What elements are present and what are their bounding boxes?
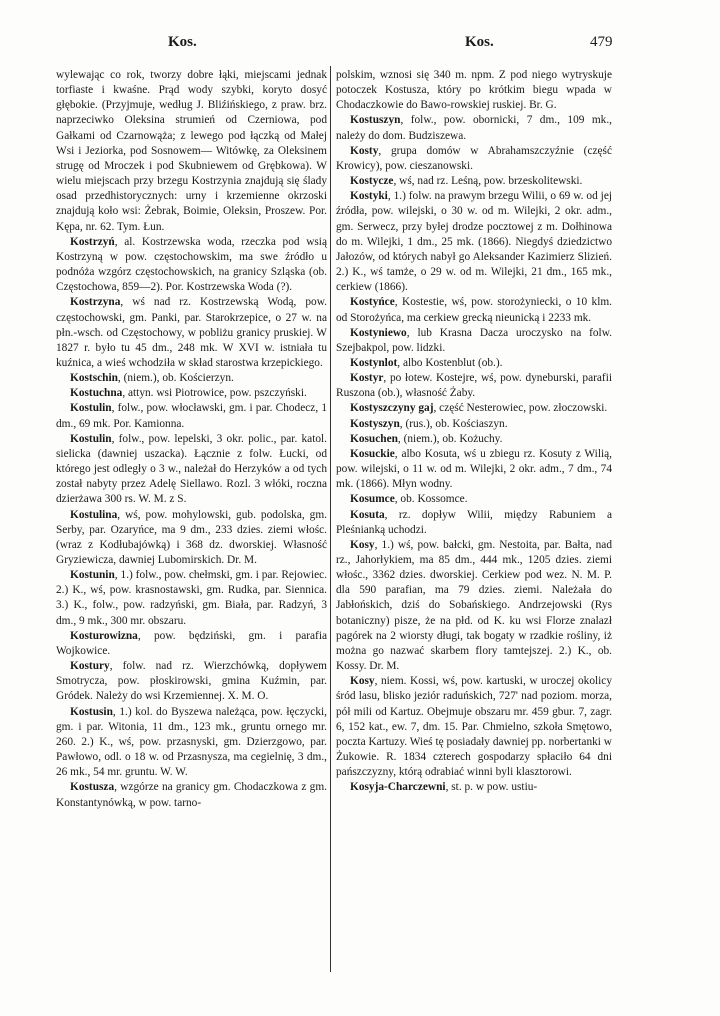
dictionary-entry: Kostuchna, attyn. wsi Piotrowice, pow. pszczyński. bbox=[70, 387, 307, 400]
entry-headword: Kosuchen bbox=[350, 432, 398, 445]
dictionary-entry: Kostyszczyny gaj, część Nesterowiec, pow. złoczowski. bbox=[350, 402, 608, 415]
entry-headword: Kostyszczyny gaj bbox=[350, 402, 434, 415]
dictionary-entry: Kostuszyn, folw., pow. obornicki, 7 dm., 109 mk., należy do dom. Budziszewa. bbox=[336, 114, 613, 142]
entry-text: lub Krasna Dacza uroczysko na folw. Szejbakpol, pow. lidzki. bbox=[336, 326, 612, 354]
dictionary-entry: Kosumce, ob. Kossomce. bbox=[350, 493, 468, 506]
entry-headword: Kosumce bbox=[350, 493, 395, 506]
entry-text: rz. dopływ Wilii, między Rabuniem a Pleśnianką uchodzi. bbox=[336, 508, 612, 536]
dictionary-entry: Kostschin, (niem.), ob. Kościerzyn. bbox=[70, 372, 234, 385]
entry-text: folw. nad rz. Wierzchówką, dopływem Smotrycza, pow. płoskirowski, gmina Kuźmin, par. Gródek. Należy do wsi Krzemiennej. X. M. O. bbox=[56, 660, 328, 703]
entry-text: albo Kostenblut (ob.). bbox=[402, 356, 503, 369]
entry-text: folw., pow. włocławski, gm. i par. Chodecz, 1 dm., 69 mk. Por. Kamionna. bbox=[56, 402, 327, 430]
entry-headword: Kostyr bbox=[350, 372, 384, 385]
entry-headword: Kostrzyń bbox=[70, 235, 115, 248]
page-number: 479 bbox=[590, 34, 613, 50]
entry-headword: Kostschin bbox=[70, 372, 118, 385]
dictionary-entry: Kosyja-Charczewni, st. p. w pow. ustiu- bbox=[350, 781, 538, 794]
dictionary-entry: Kostrzyna, wś nad rz. Kostrzewską Wodą, pow. częstochowski, gm. Panki, par. Starokrzepice, o 27 w. na płn.-wsch. od Częstochowy, w pobliżu granicy pruskiej. W 1827 r. było tu 45 dm., 248 mk. W XVI w. istniała tu kuźnica, a wieś wchodziła w skład starostwa krzepickiego. bbox=[56, 296, 328, 369]
entry-text: (niem.), ob. Kożuchy. bbox=[403, 432, 503, 445]
dictionary-entry: Kostusza, wzgórze na granicy gm. Chodaczkowa z gm. Konstantynówką, w pow. tarno- bbox=[56, 781, 327, 809]
entry-text: 1.) folw. na prawym brzegu Wilii, o 69 w. od jej źródła, pow. wilejski, o 30 w. od m. Wilejki, 2 okr. adm., gm. Serwecz, przy byłej drodze pocztowej z m. Dołhinowa do m. Wilejki, 1 dm., 25 mk. (1866). Niegdyś dziedzictwo Jałozów, od których nabył go Aleksander Kazimierz Slizień. 2.) K., wś tamże, o 29 w. od m. Wilejki, 21 dm., 165 mk., cerkiew (1866). bbox=[336, 190, 613, 294]
entry-text: pow. będziński, gm. i parafia Wojkowice. bbox=[56, 629, 328, 657]
dictionary-entry: Kostyniewo, lub Krasna Dacza uroczysko na folw. Szejbakpol, pow. lidzki. bbox=[336, 326, 612, 354]
column-divider bbox=[330, 66, 331, 972]
dictionary-entry: Kostynlot, albo Kostenblut (ob.). bbox=[350, 356, 503, 369]
dictionary-entry: Kostyr, po łotew. Kostejre, wś, pow. dyneburski, parafii Ruszona (ob.), własność Żaby. bbox=[336, 372, 612, 400]
entry-headword: Kosy bbox=[350, 675, 375, 688]
dictionary-entry: Kostulin, folw., pow. włocławski, gm. i par. Chodecz, 1 dm., 69 mk. Por. Kamionna. bbox=[56, 402, 327, 430]
entry-headword: Kostyszyn bbox=[350, 417, 400, 430]
entry-headword: Kostycze bbox=[350, 175, 394, 188]
entry-text: (niem.), ob. Kościerzyn. bbox=[123, 372, 234, 385]
entry-text: folw., pow. lepelski, 3 okr. polic., par. katol. sielicka (dawniej uszacka). Łącznie z folw. Łucki, od którego jest odległy o 3 w., należał do Herzyków a od tych został nabyty przez Adelę Siellawo. Rozl. 3 włóki, roczna dzierżawa 300 rs. W. M. z S. bbox=[56, 432, 328, 506]
entry-headword: Kostusza bbox=[70, 781, 115, 794]
dictionary-entry: Kostyńce, Kostestie, wś, pow. storożyniecki, o 10 klm. od Storożyńca, ma cerkiew grecką nieunicką i 2233 mk. bbox=[336, 296, 613, 324]
entry-text: folw., pow. obornicki, 7 dm., 109 mk., należy do dom. Budziszewa. bbox=[336, 114, 613, 142]
dictionary-entry bbox=[336, 68, 612, 113]
entry-headword: Kostulin bbox=[70, 432, 112, 445]
entry-headword: Kostuchna bbox=[70, 387, 123, 400]
dictionary-entry bbox=[56, 68, 327, 235]
entry-text: (rus.), ob. Kościaszyn. bbox=[405, 417, 508, 430]
entry-headword: Kostyki bbox=[350, 190, 388, 203]
entry-text: niem. Kossi, wś, pow. kartuski, w uroczej okolicy śród lasu, blisko jeziór raduńskich, 727' nad poziom. morza, pół mili od Kartuz. Obejmuje obszaru mr. 459 gbur. 7, zagr. 6, 152 kat., ew. 7, dm. 15. Par. Chmielno, szkoła Smętowo, poczta Kartuzy. Wieś tę posiadały dawniej pp. norbertanki w Żukowie. R. 1834 czterech gospodarzy spłaciło 64 dni pańszczyzny, którą odrabiać winni byli klasztorowi. bbox=[336, 675, 612, 779]
dictionary-entry: Kostycze, wś, nad rz. Leśną, pow. brzeskolitewski. bbox=[350, 175, 583, 188]
entry-headword: Kostuszyn bbox=[350, 114, 401, 127]
entry-text: wzgórze na granicy gm. Chodaczkowa z gm. Konstantynówką, w pow. tarno- bbox=[56, 781, 327, 809]
dictionary-entry: Kosuchen, (niem.), ob. Kożuchy. bbox=[350, 432, 503, 445]
dictionary-entry: Kostunin, 1.) folw., pow. chełmski, gm. i par. Rejowiec. 2.) K., wś, pow. krasnostawski, gm. Rudka, par. Siennica. 3.) K., folw., pow. radzyński, gm. Biała, par. Radzyń, 3 dm., 9 mk., 300 mr. obszaru. bbox=[56, 569, 327, 627]
entry-headword: Kostynlot bbox=[350, 356, 398, 369]
entry-text: st. p. w pow. ustiu- bbox=[451, 781, 538, 794]
dictionary-entry: Kosuta, rz. dopływ Wilii, między Rabuniem a Pleśnianką uchodzi. bbox=[336, 508, 612, 536]
entry-headword: Kosy bbox=[350, 538, 375, 551]
entry-headword: Kostusin bbox=[70, 705, 113, 718]
entry-headword: Kosturowizna bbox=[70, 629, 138, 642]
entry-text: Kostestie, wś, pow. storożyniecki, o 10 klm. od Storożyńca, ma cerkiew grecką nieunicką i 2233 mk. bbox=[336, 296, 613, 324]
entry-text: wylewając co rok, tworzy dobre łąki, miejscami jednak torfiaste i kwaśne. Prąd wody szybki, koryto dosyć głębokie. (Przyjmuje, według J. Bliźińskiego, z praw. brz. naprzeciwko Oleksina strumień od Czerniowa, pod Gałkami od Czarnowąża; z lewego pod łączką od Małej Wsi i Jeziorka, pod Sosnowem— Witówkę, za Oleksinem strugę od Mroczek i pod Skubniewem od Grębkowa). W wielu miejscach przy brzegu Kostrzynia znajdują się ślady osad przedhistorycznych: urny i krzemienne okrzoski znajdują koło wsi: Żebrak, Boimie, Oleksin, Proszew. Por. Kępa, nr. 62. Tym. Łun. bbox=[56, 69, 327, 233]
dictionary-entry: Kostulin, folw., pow. lepelski, 3 okr. polic., par. katol. sielicka (dawniej uszacka). Łącznie z folw. Łucki, od którego jest odległy o 3 w., należał do Herzyków a od tych został nabyty przez Adelę Siellawo. Rozl. 3 włóki, roczna dzierżawa 300 rs. W. M. z S. bbox=[56, 432, 328, 506]
dictionary-entry: Kosturowizna, pow. będziński, gm. i parafia Wojkowice. bbox=[56, 629, 328, 657]
entry-text: część Nesterowiec, pow. złoczowski. bbox=[439, 402, 608, 415]
running-head-left: Kos. bbox=[168, 34, 197, 50]
entry-text: ob. Kossomce. bbox=[400, 493, 468, 506]
dictionary-entry: Kosty, grupa domów w Abrahamszczyźnie (część Krowicy), pow. cieszanowski. bbox=[336, 144, 612, 172]
entry-text: wś, pow. mohylowski, gub. podolska, gm. Serby, par. Ozaryńce, ma 9 dm., 233 dzies. ziemi włośc. (wraz z Kodłubajówką) i 368 dz. dworskiej. Własność Gryziewicza, dawniej Lubomirskich. Dr. M. bbox=[56, 508, 328, 566]
entry-headword: Kostulin bbox=[70, 402, 112, 415]
dictionary-entry: Kostulina, wś, pow. mohylowski, gub. podolska, gm. Serby, par. Ozaryńce, ma 9 dm., 233 dzies. ziemi włośc. (wraz z Kodłubajówką) i 368 dz. dworskiej. Własność Gryziewicza, dawniej Lubomirskich. Dr. M. bbox=[56, 508, 328, 566]
entry-text: 1.) wś, pow. bałcki, gm. Nestoita, par. Bałta, nad rz., Jahorłykiem, ma 85 dm., 444 mk., 1205 dzies. ziemi włośc., 3362 dzies. dworskiej. Cerkiew pod wez. N. M. P. dla 590 parafian, ma 79 dzies. ziemi. Należała do Jabłońskich, dziś do Sobańskiego. Andrzejowski (Rys botaniczny) pisze, że na płd. od K. ku wsi Florze znalazł pagórek na 2 wiorsty długi, tak bogaty w rzadkie rośliny, iż można go nazwać skarbem flory tamtejszej. 2.) K., ob. Kossy. Dr. M. bbox=[336, 538, 613, 673]
entry-headword: Kostyńce bbox=[350, 296, 395, 309]
dictionary-entry: Kosy, 1.) wś, pow. bałcki, gm. Nestoita, par. Bałta, nad rz., Jahorłykiem, ma 85 dm., 444 mk., 1205 dzies. ziemi włośc., 3362 dzies. dworskiej. Cerkiew pod wez. N. M. P. dla 590 parafian, ma 79 dzies. ziemi. Należała do Jabłońskich, dziś do Sobańskiego. Andrzejowski (Rys botaniczny) pisze, że na płd. od K. ku wsi Florze znalazł pagórek na 2 wiorsty długi, tak bogaty w rzadkie rośliny, iż można go nazwać skarbem flory tamtejszej. 2.) K., ob. Kossy. Dr. M. bbox=[336, 538, 613, 673]
running-head-right: Kos. bbox=[465, 34, 494, 50]
entry-text: wś nad rz. Kostrzewską Wodą, pow. częstochowski, gm. Panki, par. Starokrzepice, o 27 w. na płn.-wsch. od Częstochowy, w pobliżu granicy pruskiej. W 1827 r. było tu 45 dm., 248 mk. W XVI w. istniała tu kuźnica, a wieś wchodziła w skład starostwa krzepickiego. bbox=[56, 296, 328, 369]
entry-headword: Kostrzyna bbox=[70, 296, 121, 309]
left-column bbox=[56, 68, 327, 811]
dictionary-entry: Kostyszyn, (rus.), ob. Kościaszyn. bbox=[350, 417, 508, 430]
entry-text: 1.) folw., pow. chełmski, gm. i par. Rejowiec. 2.) K., wś, pow. krasnostawski, gm. Rudka, par. Siennica. 3.) K., folw., pow. radzyński, gm. Biała, par. Radzyń, 3 dm., 9 mk., 300 mr. obszaru. bbox=[56, 569, 327, 627]
dictionary-entry: Kostury, folw. nad rz. Wierzchówką, dopływem Smotrycza, pow. płoskirowski, gmina Kuźmin, par. Gródek. Należy do wsi Krzemiennej. X. M. O. bbox=[56, 660, 328, 703]
dictionary-entry: Kosy, niem. Kossi, wś, pow. kartuski, w uroczej okolicy śród lasu, blisko jeziór raduńskich, 727' nad poziom. morza, pół mili od Kartuz. Obejmuje obszaru mr. 459 gbur. 7, zagr. 6, 152 kat., ew. 7, dm. 15. Par. Chmielno, szkoła Smętowo, poczta Kartuzy. Wieś tę posiadały dawniej pp. norbertanki w Żukowie. R. 1834 czterech gospodarzy spłaciło 64 dni pańszczyzny, którą odrabiać winni byli klasztorowi. bbox=[336, 675, 612, 779]
entry-headword: Kosuckie bbox=[350, 447, 395, 460]
entry-headword: Kostyniewo bbox=[350, 326, 407, 339]
entry-headword: Kostunin bbox=[70, 569, 115, 582]
entry-text: po łotew. Kostejre, wś, pow. dyneburski, parafii Ruszona (ob.), własność Żaby. bbox=[336, 372, 612, 400]
entry-text: al. Kostrzewska woda, rzeczka pod wsią Kostrzyną w pow. częstochowskim, ma swe źródło u podnóża wzgórz częstochowskich, na granicy Szląska (ob. Częstochowa, 859—2). Por. Kostrzewska Woda (?). bbox=[56, 235, 327, 294]
dictionary-entry: Kostusin, 1.) kol. do Byszewa należąca, pow. łęczycki, gm. i par. Witonia, 11 dm., 123 mk., gruntu ornego mr. 260. 2.) K., wś, pow. przasnyski, gm. Dzierzgowo, par. Pawłowo, odl. o 18 w. od Przasnysza, ma cegielnię, 3 dm., 26 mk., 54 mr. gruntu. W. W. bbox=[56, 705, 328, 779]
entry-headword: Kostury bbox=[70, 660, 110, 673]
entry-headword: Kosuta bbox=[350, 508, 385, 521]
entry-headword: Kosyja-Charczewni bbox=[350, 781, 446, 794]
entry-headword: Kostulina bbox=[70, 508, 118, 521]
entry-text: albo Kosuta, wś u zbiegu rz. Kosuty z Wilią, pow. wilejski, o 11 w. od m. Wilejki, 2 okr. adm., 7 dm., 74 mk. (1866). Młyn wodny. bbox=[336, 447, 613, 491]
dictionary-entry: Kostrzyń, al. Kostrzewska woda, rzeczka pod wsią Kostrzyną w pow. częstochowskim, ma swe źródło u podnóża wzgórz częstochowskich, na granicy Szląska (ob. Częstochowa, 859—2). Por. Kostrzewska Woda (?). bbox=[56, 235, 327, 294]
entry-text: polskim, wznosi się 340 m. npm. Z pod niego wytryskuje potoczek Kostusza, który po krótkim biegu wpada w Chodaczkowie do Bawo-rowskiej ruskiej. Br. G. bbox=[336, 69, 612, 112]
entry-text: 1.) kol. do Byszewa należąca, pow. łęczycki, gm. i par. Witonia, 11 dm., 123 mk., gruntu ornego mr. 260. 2.) K., wś, pow. przasnyski, gm. Dzierzgowo, par. Pawłowo, odl. o 18 w. od Przasnysza, ma cegielnię, 3 dm., 26 mk., 54 mr. gruntu. W. W. bbox=[56, 705, 328, 779]
dictionary-entry: Kostyki, 1.) folw. na prawym brzegu Wilii, o 69 w. od jej źródła, pow. wilejski, o 30 w. od m. Wilejki, 2 okr. adm., gm. Serwecz, przy byłej drodze pocztowej z m. Dołhinowa do m. Wilejki, 1 dm., 25 mk. (1866). Niegdyś dziedzictwo Jałozów, od których nabył go Aleksander Kazimierz Slizień. 2.) K., wś tamże, o 29 w. od m. Wilejki, 21 dm., 165 mk., cerkiew (1866). bbox=[336, 190, 613, 294]
entry-text: wś, nad rz. Leśną, pow. brzeskolitewski. bbox=[399, 175, 583, 188]
right-column bbox=[336, 68, 612, 796]
entry-headword: Kosty bbox=[350, 144, 379, 157]
dictionary-entry: Kosuckie, albo Kosuta, wś u zbiegu rz. Kosuty z Wilią, pow. wilejski, o 11 w. od m. Wilejki, 2 okr. adm., 7 dm., 74 mk. (1866). Młyn wodny. bbox=[336, 447, 613, 491]
entry-text: grupa domów w Abrahamszczyźnie (część Krowicy), pow. cieszanowski. bbox=[336, 144, 612, 172]
entry-text: attyn. wsi Piotrowice, pow. pszczyński. bbox=[128, 387, 307, 400]
